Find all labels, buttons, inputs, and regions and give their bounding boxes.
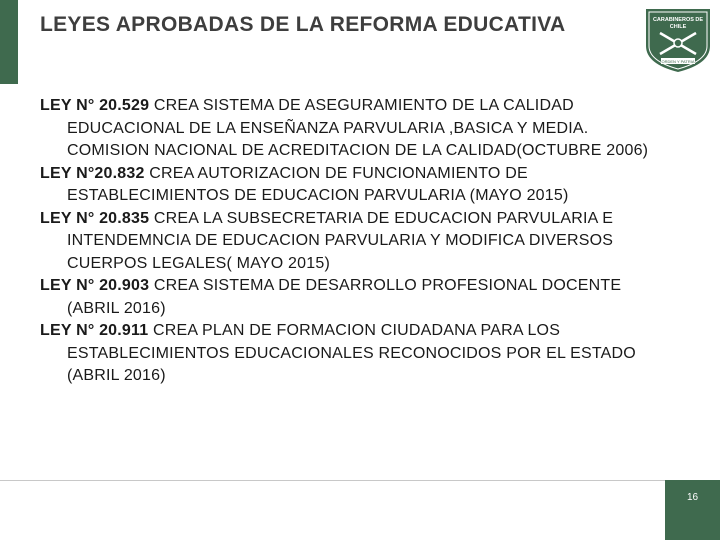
carabineros-shield-icon bbox=[643, 6, 713, 74]
law-item bbox=[40, 163, 670, 208]
law-description: CREA PLAN DE FORMACION CIUDADANA PARA LOS ESTABLECIMIENTOS EDUCACIONALES RECONOCIDOS POR EL ESTADO (ABRIL 2016) bbox=[67, 322, 636, 384]
law-description: CREA SISTEMA DE DESARROLLO PROFESIONAL DOCENTE (ABRIL 2016) bbox=[67, 277, 622, 317]
law-description: CREA SISTEMA DE ASEGURAMIENTO DE LA CALIDAD EDUCACIONAL DE LA ENSEÑANZA PARVULARIA ,BASICA Y MEDIA. COMISION NACIONAL DE ACREDITACION DE LA CALIDAD(OCTUBRE 2006) bbox=[67, 97, 649, 159]
law-description: CREA AUTORIZACION DE FUNCIONAMIENTO DE ESTABLECIMIENTOS DE EDUCACION PARVULARIA (MAYO 2015) bbox=[67, 164, 569, 204]
law-item bbox=[40, 275, 670, 320]
law-number: LEY N° 20.529 bbox=[40, 97, 150, 114]
carabineros-emblem bbox=[643, 6, 713, 74]
svg-text:CARABINEROS DE: CARABINEROS DE bbox=[652, 17, 704, 23]
law-item bbox=[40, 208, 670, 276]
page-number-box bbox=[665, 480, 720, 540]
title-accent-bar bbox=[0, 0, 18, 84]
page-number: 16 bbox=[686, 492, 699, 503]
slide-title: LEYES APROBADAS DE LA REFORMA EDUCATIVA bbox=[40, 13, 566, 36]
law-number: LEY N° 20.911 bbox=[40, 322, 149, 339]
laws-list bbox=[40, 95, 670, 388]
law-number: LEY N° 20.903 bbox=[40, 277, 150, 294]
footer-divider bbox=[0, 480, 665, 481]
law-number: LEY N°20.832 bbox=[40, 164, 145, 182]
svg-text:CHILE: CHILE bbox=[669, 24, 687, 30]
law-number: LEY N° 20.835 bbox=[40, 209, 150, 227]
law-item bbox=[40, 320, 670, 388]
law-item bbox=[40, 95, 670, 163]
law-description: CREA LA SUBSECRETARIA DE EDUCACION PARVULARIA E INTENDEMNCIA DE EDUCACION PARVULARIA Y MODIFICA DIVERSOS CUERPOS LEGALES( MAYO 2015) bbox=[67, 209, 614, 272]
svg-text:ORDEN Y PATRIA: ORDEN Y PATRIA bbox=[661, 58, 695, 64]
